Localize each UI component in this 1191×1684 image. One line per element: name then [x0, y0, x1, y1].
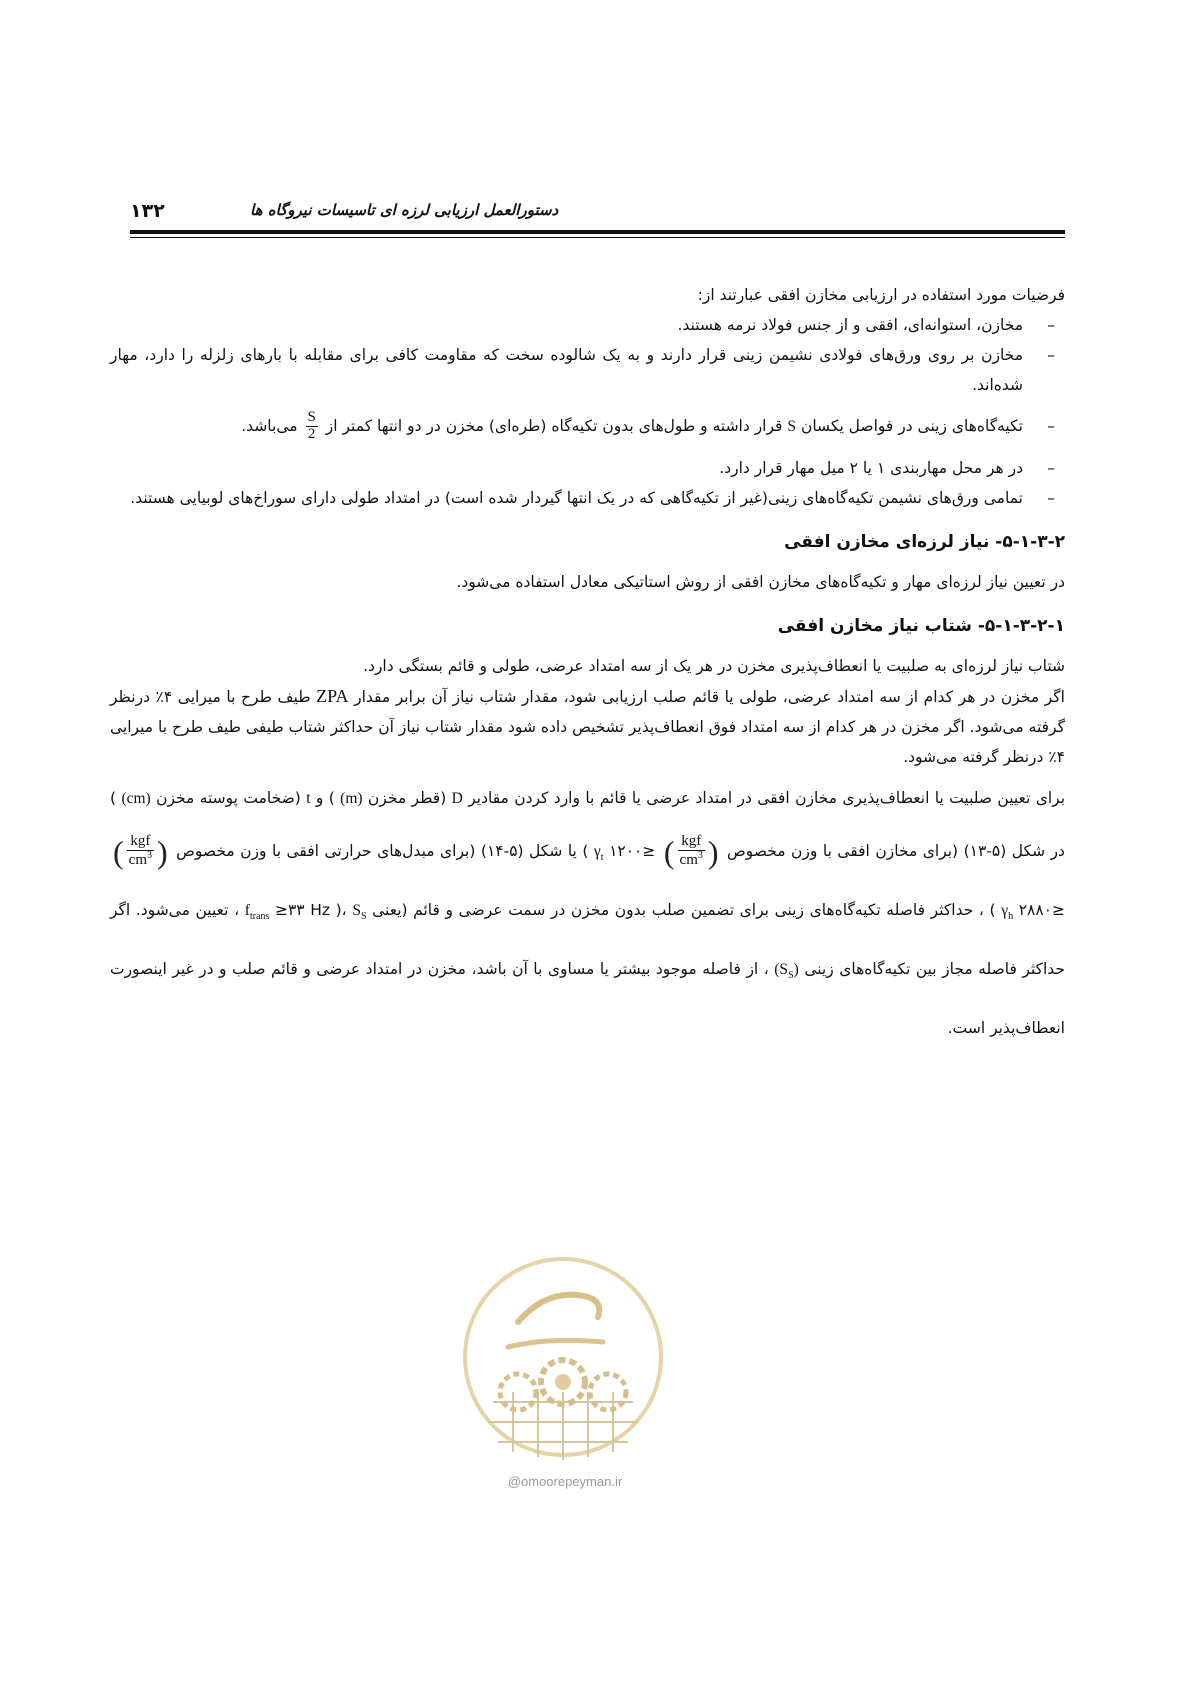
paragraph-text: ) در شکل (۵-۱۳) (برای مخازن افقی با وزن مخصوص — [110, 789, 1065, 860]
list-item-text: می‌باشد. — [241, 417, 298, 435]
kgf-per-cm3 — [127, 834, 154, 869]
watermark-logo — [458, 1252, 668, 1472]
list-item-text: مخازن، استوانه‌ای، افقی و از جنس فولاد نرمه هستند. — [677, 316, 1023, 334]
dash-marker: – — [1047, 346, 1055, 364]
fraction-numerator: kgf — [678, 834, 705, 851]
page-header — [130, 200, 1065, 222]
exponent: 3 — [146, 850, 152, 861]
list-item-text: در هر محل مهاربندی ۱ یا ۲ میل مهار قرار دارد. — [719, 459, 1023, 477]
header-rule-thick — [130, 230, 1065, 234]
list-item-text: مخازن بر روی ورق‌های فولادی نشیمن زینی قرار دارند و به یک شالوده سخت که مقاومت کافی برای مقابله با بارهای زلزله را دارد، مهار شده‌اند. — [110, 346, 1023, 394]
unit-cm: (cm) — [121, 790, 151, 807]
symbol: ) — [793, 961, 799, 979]
list-item — [110, 400, 1065, 453]
dash-marker: – — [1047, 316, 1055, 334]
logo-script — [508, 1340, 603, 1347]
exponent: 3 — [697, 850, 703, 861]
paragraph — [110, 681, 1065, 772]
intro-paragraph: فرضیات مورد استفاده در ارزیابی مخازن افقی عبارتند از: — [697, 286, 1065, 304]
fraction-denominator — [127, 851, 154, 869]
paragraph-text: طیف طرح با میرایی ۴٪ درنظر گرفته می‌شود. اگر مخزن در هر کدام از سه امتداد فوق انعطاف‌پذیر تشخیص داده شود مقدار شتاب نیاز آن حداکثر شتاب طیفی طیف طرح با میرایی ۴٪ درنظر گرفته می‌شود. — [110, 688, 1065, 766]
gamma-t — [593, 843, 604, 864]
fraction-denominator: 2 — [307, 426, 316, 442]
unit-text: cm — [128, 852, 147, 868]
symbol: γ — [593, 843, 601, 860]
page-content — [110, 280, 1065, 1054]
fraction-denominator — [678, 851, 705, 869]
zpa-term: ZPA — [316, 686, 349, 706]
list-item-text: قرار داشته و طول‌های بدون تکیه‌گاه (طره‌ای) مخزن در دو انتها کمتر از — [325, 417, 783, 435]
s-s — [352, 902, 367, 923]
right-paren: ) — [156, 833, 168, 870]
fraction-s-over-2 — [306, 410, 318, 443]
unit-fraction — [113, 834, 168, 869]
dash-marker: – — [1047, 459, 1055, 477]
inequality-value: ≤۱۲۰۰ — [609, 842, 656, 860]
unit-text: cm — [679, 852, 698, 868]
list-item — [110, 310, 1065, 340]
fraction-numerator: kgf — [127, 834, 154, 851]
frequency-limit: ≥۳۳ Hz — [274, 901, 330, 920]
paragraph-text: )، — [335, 901, 347, 920]
header-rule-thin — [130, 237, 1065, 238]
gear-icon — [590, 1374, 626, 1410]
paragraph — [110, 772, 1065, 1054]
logo-script — [518, 1295, 599, 1322]
paragraph-text: ، تعیین می‌شود. اگر حداکثر فاصله مجاز بین تکیه‌گاه‌های زینی — [110, 901, 1066, 979]
unit-m: (m) — [340, 790, 363, 807]
paragraph-text: ، از فاصله موجود بیشتر یا مساوی با آن باشد، مخزن در امتداد عرضی و قائم صلب و در غیر اینصورت انعطاف‌پذیر است. — [110, 960, 1065, 1038]
gamma-h — [1001, 902, 1014, 923]
paragraph-text: (قطر مخزن — [367, 789, 447, 807]
list-item — [110, 340, 1065, 400]
paragraph-text: ) ، حداکثر فاصله تکیه‌گاه‌های زینی برای تضمین صلب بدون مخزن در سمت عرضی و قائم (یعنی — [372, 901, 996, 920]
dash-marker: – — [1047, 489, 1055, 507]
variable-d: D — [451, 790, 463, 807]
paragraph-text: برای تعیین صلبیت یا انعطاف‌پذیری مخازن افقی در امتداد عرضی یا قائم با وارد کردن مقادیر — [468, 789, 1066, 807]
paragraph-text: (ضخامت پوسته مخزن — [156, 789, 301, 807]
subscript: S — [360, 911, 367, 923]
dash-marker: – — [1047, 417, 1055, 435]
list-item-text: تمامی ورق‌های نشیمن تکیه‌گاه‌های زینی(غیر از تکیه‌گاهی که در یک انتها گیردار شده است) در امتداد طولی دارای سوراخ‌های لوبیایی هستند. — [130, 489, 1023, 507]
paragraph-text: اگر مخزن در هر کدام از سه امتداد عرضی، طولی یا قائم صلب ارزیابی شود، مقدار شتاب نیاز آن برابر مقدار — [354, 688, 1065, 706]
section-heading: ۵-۱-۳-۲- نیاز لرزه‌ای مخازن افقی — [784, 532, 1065, 552]
inequality-value: ≤۲۸۸۰ — [1018, 901, 1065, 920]
subsection-heading: ۵-۱-۳-۲-۱- شتاب نیاز مخازن افقی — [777, 616, 1065, 636]
symbol: f — [244, 902, 250, 920]
right-paren: ) — [707, 833, 719, 870]
variable-t: t — [306, 790, 311, 807]
subscript: h — [1008, 911, 1014, 923]
kgf-per-cm3 — [678, 834, 705, 869]
paragraph-text: ) یا شکل (۵-۱۴) (برای مبدل‌های حرارتی افقی با وزن مخصوص — [176, 842, 589, 860]
list-item — [110, 453, 1065, 483]
gear-icon — [500, 1374, 536, 1410]
subscript: trans — [249, 911, 270, 923]
symbol: S — [352, 902, 361, 920]
assumption-list — [110, 310, 1065, 513]
symbol: (S — [774, 961, 789, 979]
variable-s: S — [787, 418, 797, 435]
symbol: γ — [1001, 902, 1009, 920]
watermark-url: @omoorepeyman.ir — [507, 1474, 623, 1489]
f-trans — [244, 902, 270, 923]
running-title: دستورالعمل ارزیابی لرزه ای تاسیسات نیروگاه ها — [250, 201, 559, 219]
paragraph-text: ) و — [315, 789, 335, 807]
section-paragraph: در تعیین نیاز لرزه‌ای مهار و تکیه‌گاه‌های مخازن افقی از روش استاتیکی معادل استفاده می‌شود. — [456, 573, 1065, 591]
page-number: ۱۳۲ — [130, 200, 165, 222]
list-item — [110, 483, 1065, 513]
left-paren: ( — [663, 833, 675, 870]
paragraph: شتاب نیاز لرزه‌ای به صلبیت یا انعطاف‌پذیری مخزن در هر یک از سه امتداد عرضی، طولی و قائم بستگی دارد. — [363, 657, 1065, 675]
subscript: S — [788, 970, 794, 982]
s-s-paren — [774, 961, 799, 982]
fraction-numerator: S — [307, 409, 316, 426]
list-item-text: تکیه‌گاه‌های زینی در فواصل یکسان — [800, 417, 1023, 435]
left-paren: ( — [113, 833, 124, 870]
subscript: t — [600, 852, 604, 864]
gear-hub-icon — [555, 1374, 571, 1390]
unit-fraction — [664, 834, 719, 869]
